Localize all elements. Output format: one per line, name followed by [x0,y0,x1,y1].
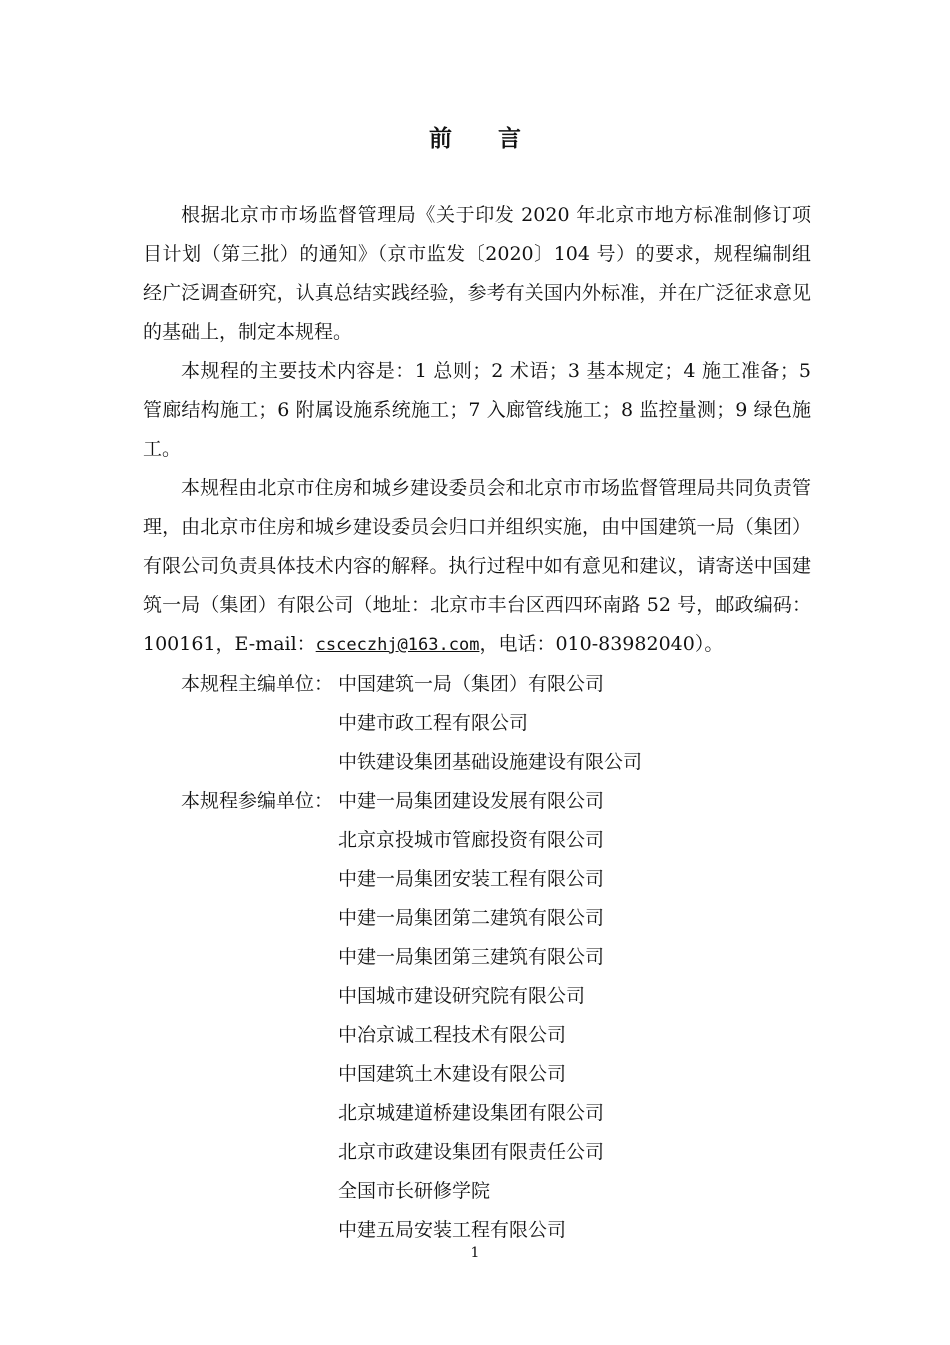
chief-units-label: 本规程主编单位： [181,673,334,695]
participating-unit-item: 北京京投城市管廊投资有限公司 [338,829,605,851]
participating-units-list [338,782,604,1250]
email-link[interactable]: csceczhj@163.com [315,635,480,655]
participating-unit-item: 中建五局安装工程有限公司 [338,1219,567,1241]
page-number: 1 [470,1245,480,1261]
participating-unit-item: 北京市政建设集团有限责任公司 [338,1141,605,1163]
chief-unit-item: 中建市政工程有限公司 [338,712,529,734]
chief-unit-item: 中国建筑一局（集团）有限公司 [338,673,605,695]
paragraph-management-text: 本规程由北京市住房和城乡建设委员会和北京市市场监督管理局共同负责管理，由北京市住房和城乡建设委员会归口并组织实施，由中国建筑一局（集团）有限公司负责具体技术内容的解释。执行过程中如有意见和建议，请寄送中国建筑一局（集团）有限公司（地址：北京市丰台区西四环南路 52 号，邮政编码：100161，E-mail： [143,477,811,655]
participating-unit-item: 中建一局集团第二建筑有限公司 [338,907,605,929]
participating-unit-item: 全国市长研修学院 [338,1180,491,1202]
paragraph-basis: 根据北京市市场监督管理局《关于印发 2020 年北京市地方标准制修订项目计划（第三批）的通知》（京市监发〔2020〕104 号）的要求，规程编制组经广泛调查研究，认真总结实践经验，参考有关国内外标准，并在广泛征求意见的基础上，制定本规程。 [143,204,811,343]
paragraph-management [143,469,811,665]
participating-units-label: 本规程参编单位： [181,790,334,812]
participating-unit-item: 中建一局集团安装工程有限公司 [338,868,605,890]
participating-unit-item: 中建一局集团第三建筑有限公司 [338,946,605,968]
participating-unit-item: 中冶京诚工程技术有限公司 [338,1024,567,1046]
participating-units-block [143,782,811,1250]
chief-units-list [338,665,642,782]
paragraph-contents: 本规程的主要技术内容是：1 总则；2 术语；3 基本规定；4 施工准备；5 管廊结构施工；6 附属设施系统施工；7 入廊管线施工；8 监控量测；9 绿色施工。 [143,360,811,460]
participating-unit-item: 中国城市建设研究院有限公司 [338,985,586,1007]
participating-unit-item: 中建一局集团建设发展有限公司 [338,790,605,812]
participating-unit-item: 北京城建道桥建设集团有限公司 [338,1102,605,1124]
chief-units-block [143,665,811,782]
page-title: 前言 [429,126,567,152]
participating-unit-item: 中国建筑土木建设有限公司 [338,1063,567,1085]
paragraph-management-tail: ，电话：010-83982040）。 [479,633,724,655]
chief-unit-item: 中铁建设集团基础设施建设有限公司 [338,751,643,773]
preface-body [143,196,811,1250]
